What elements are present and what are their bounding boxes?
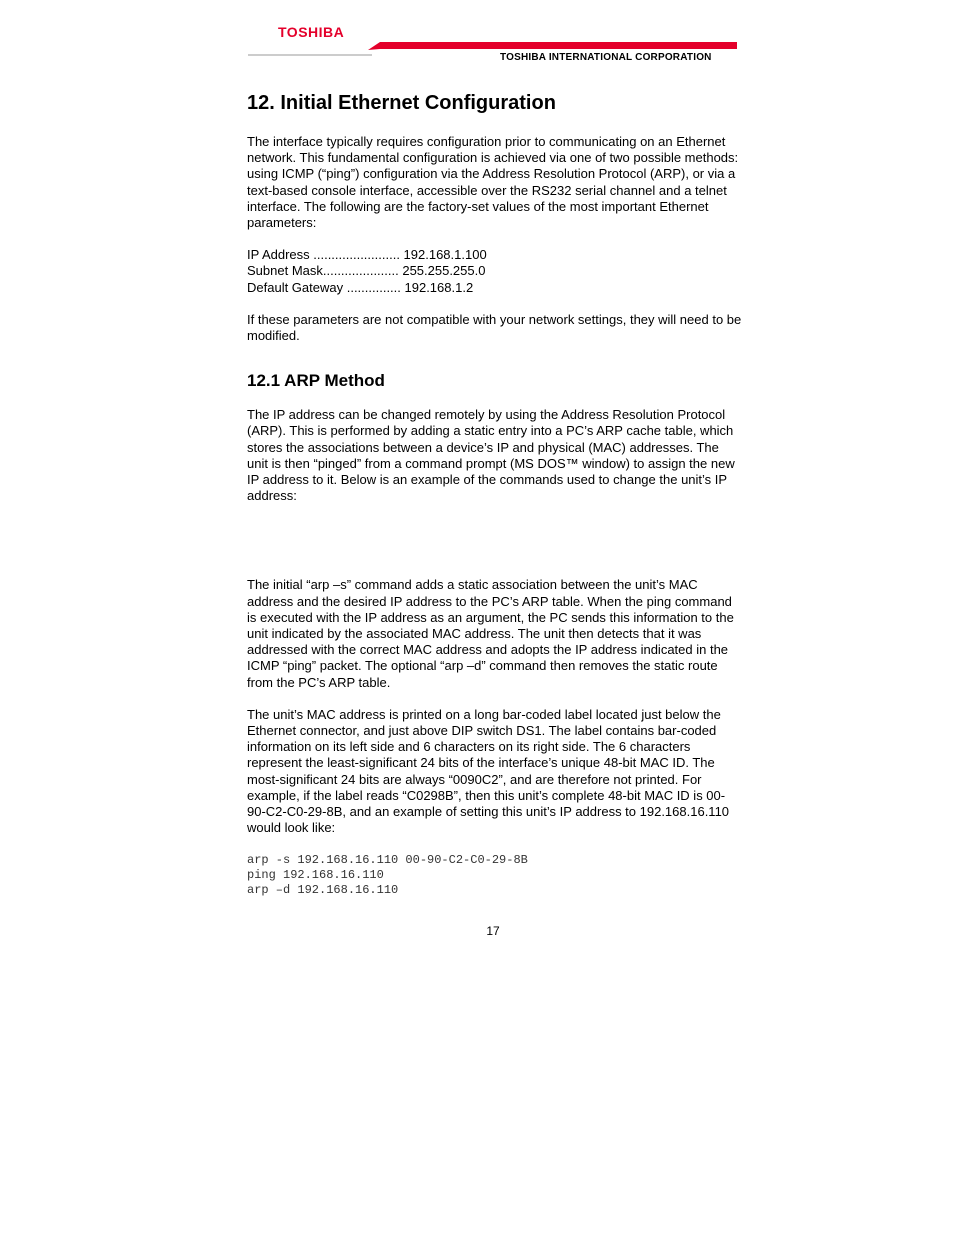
ethernet-params [247,247,742,296]
code-block [247,853,742,898]
document-body [247,90,742,898]
code-line: ping 192.168.16.110 [247,867,384,882]
param-default-gateway: Default Gateway ............... 192.168.1.2 [247,279,474,295]
arp-paragraph-2: The initial “arp –s” command adds a static association between the unit’s MAC address and the desired IP address to the PC’s ARP table. When the ping command is executed with the IP address as an argument, the PC sends this information to the unit indicated by the associated MAC address. The unit then detects that it was addressed with the correct MAC address and adopts the IP address indicated in the ICMP “ping” packet. The optional “arp –d” command then removes the static route from the PC’s ARP table. [247,577,734,690]
toshiba-logo: TOSHIBA [278,24,345,40]
code-line: arp -s 192.168.16.110 00-90-C2-C0-29-8B [247,852,528,867]
corporation-name: TOSHIBA INTERNATIONAL CORPORATION [500,52,712,63]
param-subnet-mask: Subnet Mask..................... 255.255.255.0 [247,263,486,279]
subsection-title: 12.1 ARP Method [247,371,385,391]
page-number: 17 [486,924,500,938]
section-title: 12. Initial Ethernet Configuration [247,92,556,114]
param-ip-address: IP Address ........................ 192.168.1.100 [247,247,487,263]
blank-space [247,520,742,577]
arp-paragraph-3: The unit’s MAC address is printed on a long bar-coded label located just below the Ethernet connector, and just above DIP switch DS1. The label contains bar-coded information on its left side and 6 characters on its right side. The 6 characters represent the least-significant 24 bits of the interface’s unique 48-bit MAC ID. The most-significant 24 bits are always “0090C2”, and are therefore not printed. For example, if the label reads “C0298B”, then this unit’s complete 48-bit MAC ID is 00-90-C2-C0-29-8B, and an example of setting this unit’s IP address to 192.168.16.110 would look like: [247,706,730,836]
note-paragraph: If these parameters are not compatible with your network settings, they will need to be modified. [247,311,742,344]
intro-paragraph: The interface typically requires configuration prior to communicating on an Ethernet network. This fundamental configuration is achieved via one of two possible methods: using ICMP (“ping”) configuration via the Address Resolution Protocol (ARP), or via a text-based console interface, accessible over the RS232 serial channel and a telnet interface. The following are the factory-set values of the most important Ethernet parameters: [247,134,739,231]
header-stripe [0,0,954,70]
arp-paragraph-1: The IP address can be changed remotely by using the Address Resolution Protocol (ARP). This is performed by adding a static entry into a PC’s ARP cache table, which stores the associations between a device’s IP and physical (MAC) addresses. The unit is then “pinged” from a command prompt (MS DOS™ window) to assign the new IP address to it. Below is an example of the commands used to change the unit’s IP address: [247,407,735,504]
code-line: arp –d 192.168.16.110 [247,882,399,897]
